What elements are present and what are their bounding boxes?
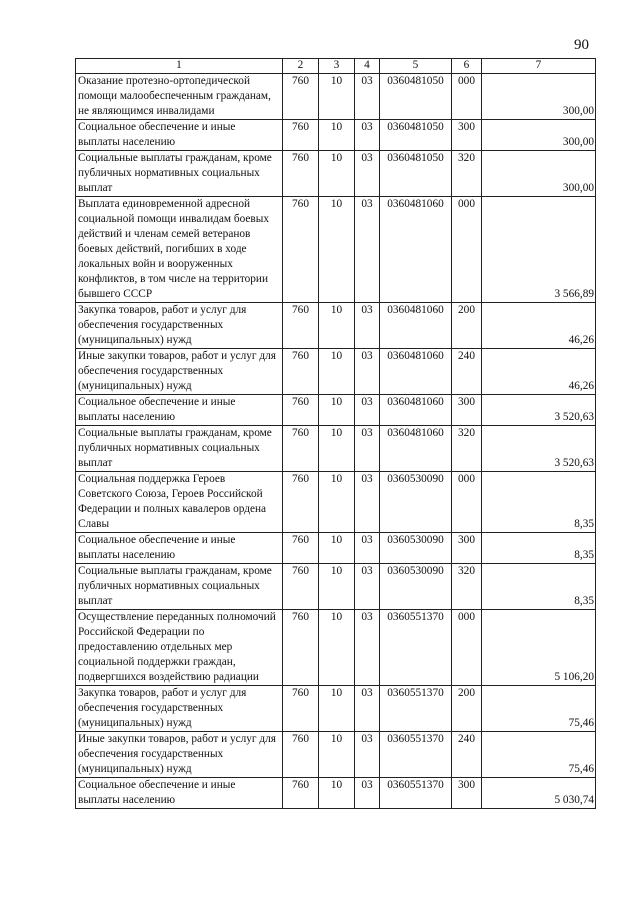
budget-table bbox=[75, 58, 596, 809]
row-sum: 75,46 bbox=[482, 686, 596, 732]
row-section: 10 bbox=[319, 533, 355, 564]
row-target: 0360530090 bbox=[380, 533, 452, 564]
row-section: 10 bbox=[319, 732, 355, 778]
page-number: 90 bbox=[574, 37, 589, 53]
row-target: 0360530090 bbox=[380, 564, 452, 610]
row-section: 10 bbox=[319, 564, 355, 610]
row-target: 0360551370 bbox=[380, 610, 452, 686]
row-vr: 240 bbox=[452, 349, 482, 395]
row-subsection: 03 bbox=[355, 778, 380, 809]
row-target: 0360481050 bbox=[380, 120, 452, 151]
row-grbs: 760 bbox=[283, 197, 319, 303]
row-target: 0360481050 bbox=[380, 74, 452, 120]
column-header-2: 2 bbox=[283, 59, 319, 74]
row-sum: 8,35 bbox=[482, 533, 596, 564]
row-subsection: 03 bbox=[355, 349, 380, 395]
row-subsection: 03 bbox=[355, 120, 380, 151]
row-grbs: 760 bbox=[283, 732, 319, 778]
row-name: Закупка товаров, работ и услуг для обеспечения государственных (муниципальных) нужд bbox=[76, 686, 283, 732]
row-subsection: 03 bbox=[355, 426, 380, 472]
row-name: Социальное обеспечение и иные выплаты населению bbox=[76, 120, 283, 151]
row-target: 0360481060 bbox=[380, 395, 452, 426]
row-name: Социальное обеспечение и иные выплаты населению bbox=[76, 533, 283, 564]
row-grbs: 760 bbox=[283, 349, 319, 395]
row-section: 10 bbox=[319, 303, 355, 349]
row-name: Социальная поддержка Героев Советского Союза, Героев Российской Федерации и полных кавалеров ордена Славы bbox=[76, 472, 283, 533]
row-vr: 320 bbox=[452, 564, 482, 610]
row-name: Социальное обеспечение и иные выплаты населению bbox=[76, 778, 283, 809]
row-subsection: 03 bbox=[355, 732, 380, 778]
row-vr: 300 bbox=[452, 120, 482, 151]
row-target: 0360481060 bbox=[380, 426, 452, 472]
row-sum: 3 566,89 bbox=[482, 197, 596, 303]
row-grbs: 760 bbox=[283, 303, 319, 349]
row-name: Социальные выплаты гражданам, кроме публичных нормативных социальных выплат bbox=[76, 426, 283, 472]
row-name: Закупка товаров, работ и услуг для обеспечения государственных (муниципальных) нужд bbox=[76, 303, 283, 349]
row-subsection: 03 bbox=[355, 533, 380, 564]
row-section: 10 bbox=[319, 395, 355, 426]
row-vr: 300 bbox=[452, 395, 482, 426]
row-name: Оказание протезно-ортопедической помощи малообеспеченным гражданам, не являющимся инвалидами bbox=[76, 74, 283, 120]
row-subsection: 03 bbox=[355, 151, 380, 197]
table-row bbox=[76, 610, 596, 686]
row-vr: 320 bbox=[452, 426, 482, 472]
column-header-6: 6 bbox=[452, 59, 482, 74]
row-subsection: 03 bbox=[355, 74, 380, 120]
row-name: Иные закупки товаров, работ и услуг для обеспечения государственных (муниципальных) нужд bbox=[76, 732, 283, 778]
row-name: Социальные выплаты гражданам, кроме публичных нормативных социальных выплат bbox=[76, 564, 283, 610]
row-sum: 8,35 bbox=[482, 564, 596, 610]
column-header-3: 3 bbox=[319, 59, 355, 74]
column-header-1: 1 bbox=[76, 59, 283, 74]
row-target: 0360481060 bbox=[380, 197, 452, 303]
row-grbs: 760 bbox=[283, 426, 319, 472]
row-vr: 300 bbox=[452, 778, 482, 809]
table-row bbox=[76, 151, 596, 197]
table-row bbox=[76, 395, 596, 426]
row-grbs: 760 bbox=[283, 610, 319, 686]
row-section: 10 bbox=[319, 686, 355, 732]
table-row bbox=[76, 564, 596, 610]
header-row bbox=[76, 59, 596, 74]
row-grbs: 760 bbox=[283, 686, 319, 732]
row-target: 0360551370 bbox=[380, 732, 452, 778]
row-target: 0360481060 bbox=[380, 349, 452, 395]
row-vr: 320 bbox=[452, 151, 482, 197]
row-section: 10 bbox=[319, 151, 355, 197]
row-grbs: 760 bbox=[283, 74, 319, 120]
row-grbs: 760 bbox=[283, 151, 319, 197]
row-target: 0360481050 bbox=[380, 151, 452, 197]
row-name: Иные закупки товаров, работ и услуг для обеспечения государственных (муниципальных) нужд bbox=[76, 349, 283, 395]
row-grbs: 760 bbox=[283, 395, 319, 426]
row-vr: 000 bbox=[452, 74, 482, 120]
row-sum: 46,26 bbox=[482, 303, 596, 349]
row-name: Социальное обеспечение и иные выплаты населению bbox=[76, 395, 283, 426]
row-grbs: 760 bbox=[283, 533, 319, 564]
row-name: Осуществление переданных полномочий Российской Федерации по предоставлению отдельных мер социальной поддержки граждан, подвергшихся воздействию радиации bbox=[76, 610, 283, 686]
row-subsection: 03 bbox=[355, 472, 380, 533]
row-grbs: 760 bbox=[283, 472, 319, 533]
row-section: 10 bbox=[319, 74, 355, 120]
column-header-5: 5 bbox=[380, 59, 452, 74]
row-subsection: 03 bbox=[355, 610, 380, 686]
row-sum: 75,46 bbox=[482, 732, 596, 778]
table-row bbox=[76, 74, 596, 120]
row-sum: 300,00 bbox=[482, 74, 596, 120]
row-section: 10 bbox=[319, 197, 355, 303]
row-grbs: 760 bbox=[283, 120, 319, 151]
table-row bbox=[76, 197, 596, 303]
row-sum: 5 030,74 bbox=[482, 778, 596, 809]
row-section: 10 bbox=[319, 120, 355, 151]
row-subsection: 03 bbox=[355, 564, 380, 610]
row-vr: 000 bbox=[452, 472, 482, 533]
row-target: 0360551370 bbox=[380, 778, 452, 809]
table-row bbox=[76, 732, 596, 778]
row-section: 10 bbox=[319, 778, 355, 809]
row-subsection: 03 bbox=[355, 686, 380, 732]
row-subsection: 03 bbox=[355, 197, 380, 303]
row-sum: 8,35 bbox=[482, 472, 596, 533]
column-header-7: 7 bbox=[482, 59, 596, 74]
row-sum: 5 106,20 bbox=[482, 610, 596, 686]
row-section: 10 bbox=[319, 472, 355, 533]
row-section: 10 bbox=[319, 426, 355, 472]
row-sum: 3 520,63 bbox=[482, 395, 596, 426]
table-row bbox=[76, 686, 596, 732]
row-name: Социальные выплаты гражданам, кроме публичных нормативных социальных выплат bbox=[76, 151, 283, 197]
row-subsection: 03 bbox=[355, 303, 380, 349]
table-row bbox=[76, 120, 596, 151]
row-vr: 200 bbox=[452, 303, 482, 349]
row-sum: 300,00 bbox=[482, 120, 596, 151]
row-name: Выплата единовременной адресной социальной помощи инвалидам боевых действий и членам семей ветеранов боевых действий, погибших в ходе локальных войн и вооруженных конфликтов, в том числе на территории бывшего СССР bbox=[76, 197, 283, 303]
column-header-4: 4 bbox=[355, 59, 380, 74]
row-grbs: 760 bbox=[283, 564, 319, 610]
row-section: 10 bbox=[319, 610, 355, 686]
row-target: 0360530090 bbox=[380, 472, 452, 533]
table-row bbox=[76, 533, 596, 564]
row-target: 0360551370 bbox=[380, 686, 452, 732]
table-row bbox=[76, 472, 596, 533]
table-row bbox=[76, 303, 596, 349]
row-sum: 46,26 bbox=[482, 349, 596, 395]
row-vr: 200 bbox=[452, 686, 482, 732]
table-row bbox=[76, 778, 596, 809]
row-sum: 3 520,63 bbox=[482, 426, 596, 472]
row-target: 0360481060 bbox=[380, 303, 452, 349]
row-vr: 300 bbox=[452, 533, 482, 564]
row-section: 10 bbox=[319, 349, 355, 395]
row-vr: 000 bbox=[452, 197, 482, 303]
row-grbs: 760 bbox=[283, 778, 319, 809]
row-vr: 240 bbox=[452, 732, 482, 778]
table-row bbox=[76, 349, 596, 395]
row-vr: 000 bbox=[452, 610, 482, 686]
row-subsection: 03 bbox=[355, 395, 380, 426]
row-sum: 300,00 bbox=[482, 151, 596, 197]
table-row bbox=[76, 426, 596, 472]
